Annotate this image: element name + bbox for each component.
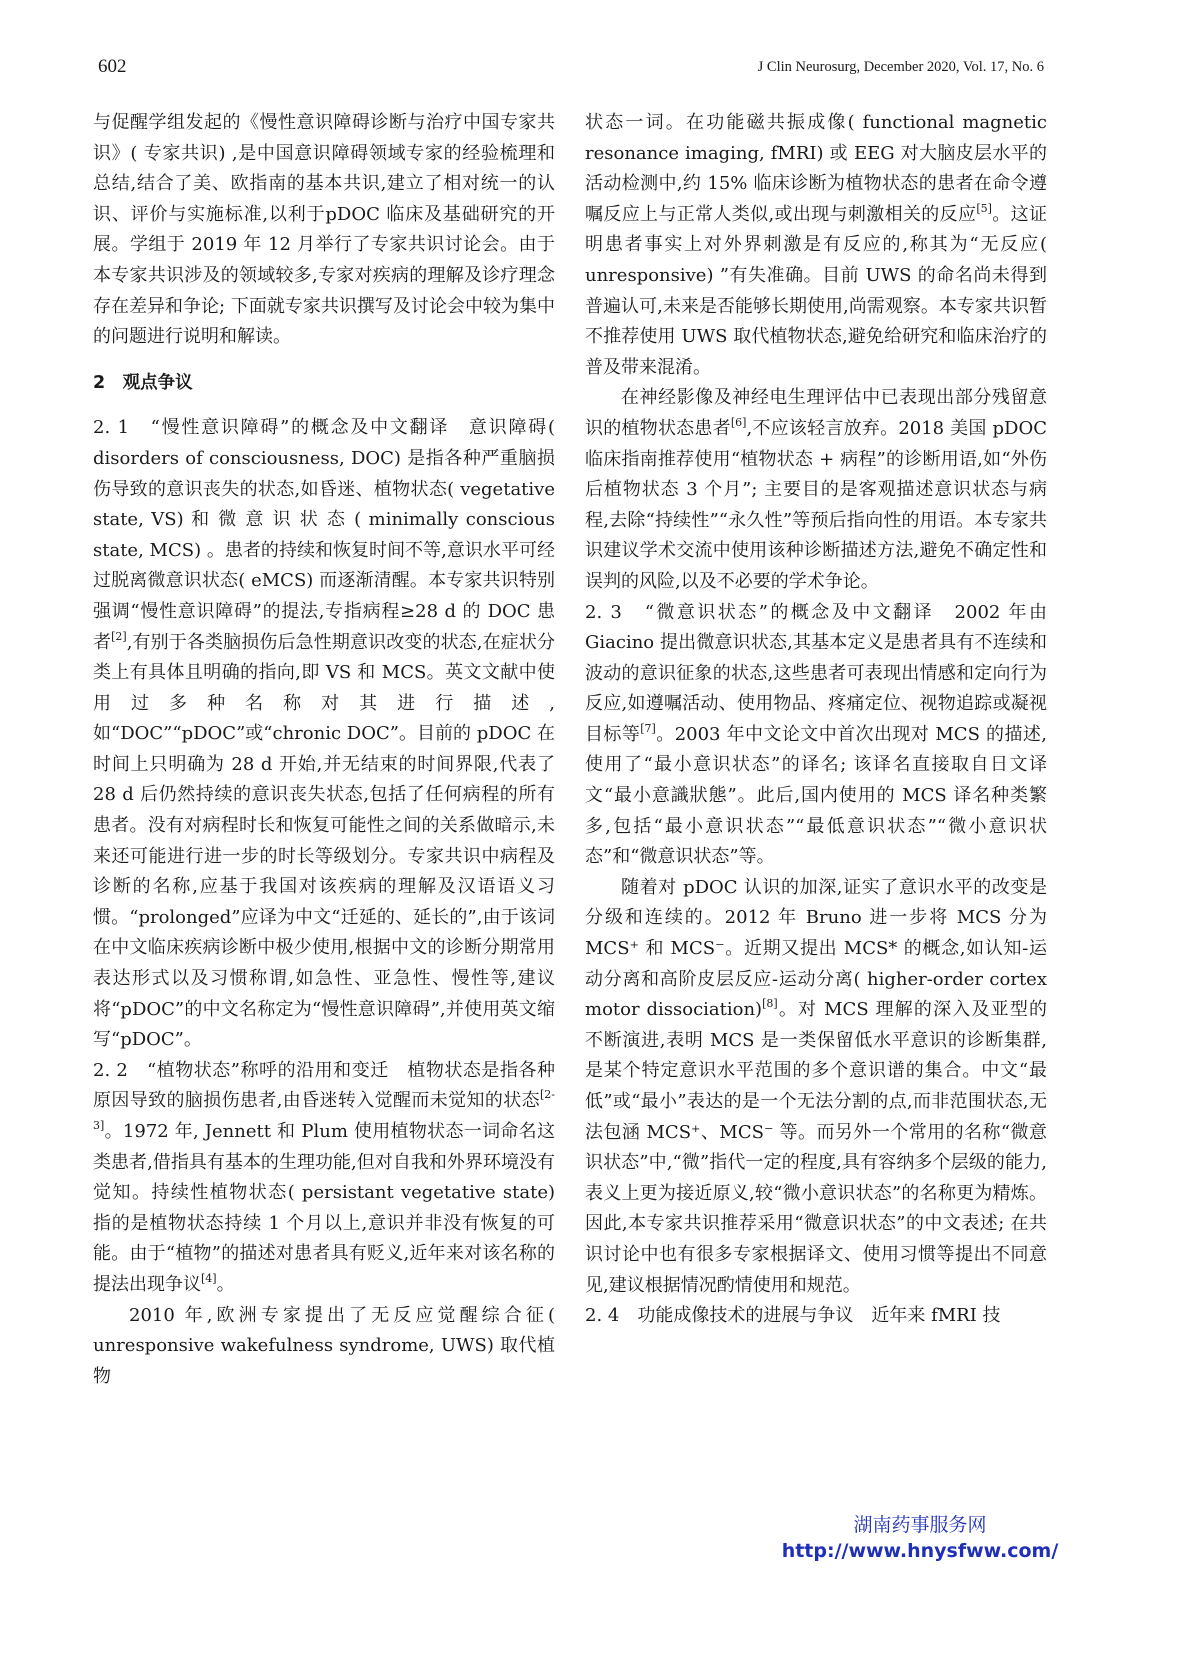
citation-2-3: [2-3] [93, 1088, 555, 1132]
section-2-1: 2. 1 “慢性意识障碍”的概念及中文翻译 意识障碍( disorders of consciousness, DOC) 是指各种严重脑损伤导致的意识丧失的状态,如昏迷、植物状态( vegetative state, VS) 和 微 意 识 状 态 ( minimally conscious state, MCS) 。患者的持续和恢复时间不等,意识水平可经过脱离微意识状态( eMCS) 而逐渐清醒。本专家共识特别强调“慢性意识障碍”的提法,专指病程≥28 d 的 DOC 患者[2],有别于各类脑损伤后急性期意识改变的状态,在症状分类上有具体且明确的指向,即 VS 和 MCS。英文文献中使用过多种名称对其进行描述,如“DOC”“pDOC”或“chronic DOC”。目前的 pDOC 在时间上只明确为 28 d 开始,并无结束的时间界限,代表了 28 d 后仍然持续的意识丧失状态,包括了任何病程的所有患者。没有对病程时长和恢复可能性之间的关系做暗示,未来还可能进行进一步的时长等级划分。专家共识中病程及诊断的名称,应基于我国对该疾病的理解及汉语语义习惯。“prolonged”应译为中文“迁延的、延长的”,由于该词在中文临床疾病诊断中极少使用,根据中文的诊断分期常用表达形式以及习惯称谓,如急性、亚急性、慢性等,建议将“pDOC”的中文名称定为“慢性意识障碍”,并使用英文缩写“pDOC”。 [93, 417, 555, 1051]
imaging-paragraph: 在神经影像及神经电生理评估中已表现出部分残留意识的植物状态患者[6],不应该轻言放弃。2018 美国 pDOC 临床指南推荐使用“植物状态 + 病程”的诊断用语,如“外伤后植物状态 3 个月”; 主要目的是客观描述意识状态与病程,去除“持续性”“永久性”等预后指向性的用语。本专家共识建议学术交流中使用该种诊断描述方法,避免不确定性和误判的风险,以及不必要的学术争论。 [585, 387, 1047, 592]
citation-8: [8] [762, 997, 778, 1011]
mcs-paragraph: 随着对 pDOC 认识的加深,证实了意识水平的改变是分级和连续的。2012 年 Bruno 进一步将 MCS 分为 MCS⁺ 和 MCS⁻。近期又提出 MCS* 的概念,如认知-运动分离和高阶皮层反应-运动分离( higher-order cortex motor dissociation)[8]。对 MCS 理解的深入及亚型的不断演进,表明 MCS 是一类保留低水平意识的诊断集群,是某个特定意识水平范围的多个意识谱的集合。中文“最低”或“最小”表达的是一个无法分割的点,而非范围状态,无法包涵 MCS⁺、MCS⁻ 等。而另外一个常用的名称“微意识状态”中,“微”指代一定的程度,具有容纳多个层级的能力,表义上更为接近原义,较“微小意识状态”的名称更为精炼。因此,本专家共识推荐采用“微意识状态”的中文表述; 在共识讨论中也有很多专家根据译文、使用习惯等提出不同意见,建议根据情况酌情使用和规范。 [585, 876, 1047, 1296]
citation-6: [6] [730, 415, 747, 429]
citation-5: [5] [976, 201, 992, 215]
right-column [585, 108, 1047, 1332]
running-header [98, 56, 1044, 80]
left-column [93, 108, 555, 1392]
section-2-4: 2. 4 功能成像技术的进展与争议 近年来 fMRI 技 [585, 1305, 1001, 1327]
uws-continuation: 状态一词。在功能磁共振成像( functional magnetic resonance imaging, fMRI) 或 EEG 对大脑皮层水平的活动检测中,约 15% 临床诊断为植物状态的患者在命令遵嘱反应上与正常人类似,或出现与刺激相关的反应[5]。这证明患者事实上对外界刺激是有反应的,称其为“无反应( unresponsive) ”有失准确。目前 UWS 的命名尚未得到普遍认可,未来是否能够长期使用,尚需观察。本专家共识暂不推荐使用 UWS 取代植物状态,避免给研究和临床治疗的普及带来混淆。 [585, 112, 1047, 378]
section-2-3: 2. 3 “微意识状态”的概念及中文翻译 2002 年由 Giacino 提出微意识状态,其基本定义是患者具有不连续和波动的意识征象的状态,这些患者可表现出情感和定向行为反应,如遵嘱活动、使用物品、疼痛定位、视物追踪或凝视目标等[7]。2003 年中文论文中首次出现对 MCS 的描述,使用了“最小意识状态”的译名; 该译名直接取自日文译文“最小意識狀態”。此后,国内使用的 MCS 译名种类繁多,包括“最小意识状态”“最低意识状态”“微小意识状态”和“微意识状态”等。 [585, 601, 1048, 868]
section-2-2: 2. 2 “植物状态”称呼的沿用和变迁 植物状态是指各种原因导致的脑损伤患者,由昏迷转入觉醒而未觉知的状态[2-3]。1972 年, Jennett 和 Plum 使用植物状态一词命名这类患者,借指具有基本的生理功能,但对自我和外界环境没有觉知。持续性植物状态( persistant vegetative state) 指的是植物状态持续 1 个月以上,意识并非没有恢复的可能。由于“植物”的描述对患者具有贬义,近年来对该名称的提法出现争议[4]。 [93, 1059, 555, 1295]
section-heading: 2 观点争议 [93, 372, 193, 393]
journal-citation: J Clin Neurosurg, December 2020, Vol. 17, No. 6 [757, 59, 1044, 75]
watermark-site-name: 湖南药事服务网 [853, 1514, 987, 1536]
intro-paragraph: 与促醒学组发起的《慢性意识障碍诊断与治疗中国专家共识》( 专家共识) ,是中国意识障碍领域专家的经验梳理和总结,结合了美、欧指南的基本共识,建立了相对统一的认识、评价与实施标准,以利于pDOC 临床及基础研究的开展。学组于 2019 年 12 月举行了专家共识讨论会。由于本专家共识涉及的领域较多,专家对疾病的理解及诊疗理念存在差异和争论; 下面就专家共识撰写及讨论会中较为集中的问题进行说明和解读。 [93, 112, 555, 348]
watermark [770, 1512, 1070, 1564]
watermark-url[interactable]: http://www.hnysfww.com/ [781, 1540, 1059, 1562]
citation-7: [7] [640, 721, 656, 735]
uws-paragraph: 2010 年,欧洲专家提出了无反应觉醒综合征( unresponsive wakefulness syndrome, UWS) 取代植物 [93, 1304, 555, 1387]
citation-2: [2] [111, 629, 127, 643]
citation-4: [4] [201, 1271, 217, 1285]
page-number: 602 [98, 56, 127, 77]
